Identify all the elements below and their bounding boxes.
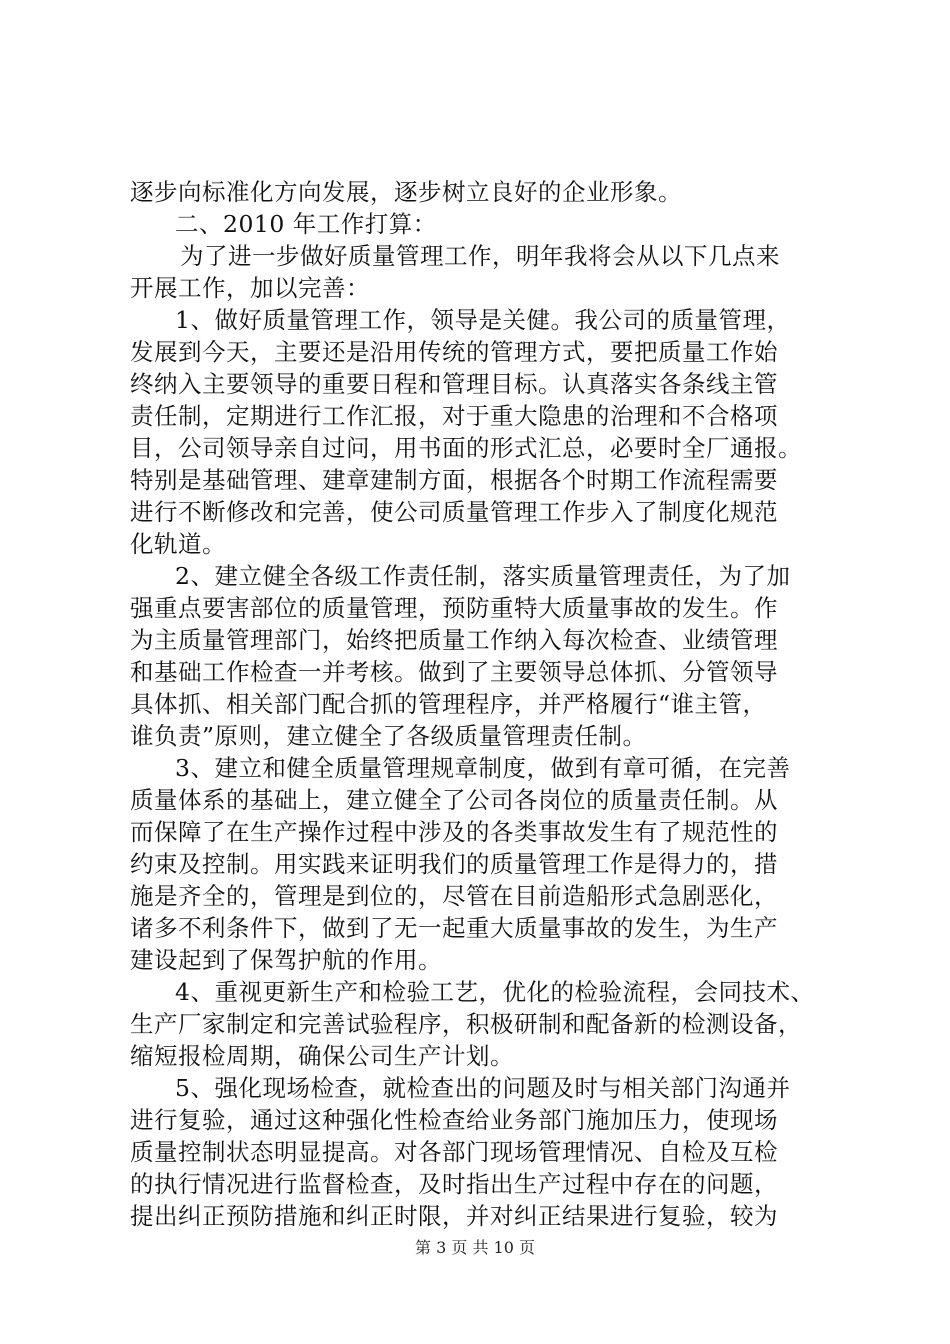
text-line: 进行不断修改和完善，使公司质量管理工作步入了制度化规范	[130, 498, 778, 526]
text-line: 质量体系的基础上，建立健全了公司各岗位的质量责任制。从	[130, 786, 778, 814]
text-line: 进行复验，通过这种强化性检查给业务部门施加压力，使现场	[130, 1106, 778, 1134]
text-line: 1、做好质量管理工作，领导是关健。我公司的质量管理，	[175, 306, 791, 334]
text-line: 发展到今天，主要还是沿用传统的管理方式，要把质量工作始	[130, 338, 778, 366]
text-line: 4、重视更新生产和检验工艺，优化的检验流程，会同技术、	[175, 978, 815, 1006]
text-line: 具体抓、相关部门配合抓的管理程序，并严格履行“谁主管，	[130, 690, 767, 718]
text-line: 5、强化现场检查，就检查出的问题及时与相关部门沟通并	[175, 1074, 791, 1102]
text-line: 2、建立健全各级工作责任制，落实质量管理责任，为了加	[175, 562, 791, 590]
text-line: 二、2010 年工作打算：	[175, 210, 437, 238]
text-line: 为了进一步做好质量管理工作，明年我将会从以下几点来	[180, 242, 780, 270]
text-line: 而保障了在生产操作过程中涉及的各类事故发生有了规范性的	[130, 818, 778, 846]
text-line: 质量控制状态明显提高。对各部门现场管理情况、自检及互检	[130, 1138, 778, 1166]
text-line: 谁负责”原则，建立健全了各级质量管理责任制。	[130, 722, 647, 750]
text-line: 责任制，定期进行工作汇报，对于重大隐患的治理和不合格项	[130, 402, 778, 430]
text-line: 特别是基础管理、建章建制方面，根据各个时期工作流程需要	[130, 466, 778, 494]
text-line: 诸多不利条件下，做到了无一起重大质量事故的发生，为生产	[130, 914, 778, 942]
text-line: 施是齐全的，管理是到位的，尽管在目前造船形式急剧恶化，	[130, 882, 778, 910]
text-line: 的执行情况进行监督检查，及时指出生产过程中存在的问题，	[130, 1170, 778, 1198]
text-line: 3、建立和健全质量管理规章制度，做到有章可循，在完善	[175, 754, 791, 782]
text-line: 化轨道。	[130, 530, 226, 558]
text-line: 缩短报检周期，确保公司生产计划。	[130, 1042, 514, 1070]
text-line: 和基础工作检查一并考核。做到了主要领导总体抓、分管领导	[130, 658, 778, 686]
document-body	[130, 176, 850, 1232]
text-line: 为主质量管理部门，始终把质量工作纳入每次检查、业绩管理	[130, 626, 778, 654]
text-line: 开展工作，加以完善：	[130, 274, 370, 302]
text-line: 目，公司领导亲自过问，用书面的形式汇总，必要时全厂通报。	[130, 434, 802, 462]
text-line: 建设起到了保驾护航的作用。	[130, 946, 442, 974]
text-line: 强重点要害部位的质量管理，预防重特大质量事故的发生。作	[130, 594, 778, 622]
text-line: 提出纠正预防措施和纠正时限，并对纠正结果进行复验，较为	[130, 1202, 778, 1230]
text-line: 终纳入主要领导的重要日程和管理目标。认真落实各条线主管	[130, 370, 778, 398]
text-line: 约束及控制。用实践来证明我们的质量管理工作是得力的，措	[130, 850, 778, 878]
text-line: 逐步向标准化方向发展，逐步树立良好的企业形象。	[130, 178, 682, 206]
text-line: 生产厂家制定和完善试验程序，积极研制和配备新的检测设备，	[130, 1010, 802, 1038]
page-footer: 第 3 页 共 10 页	[415, 1238, 535, 1257]
